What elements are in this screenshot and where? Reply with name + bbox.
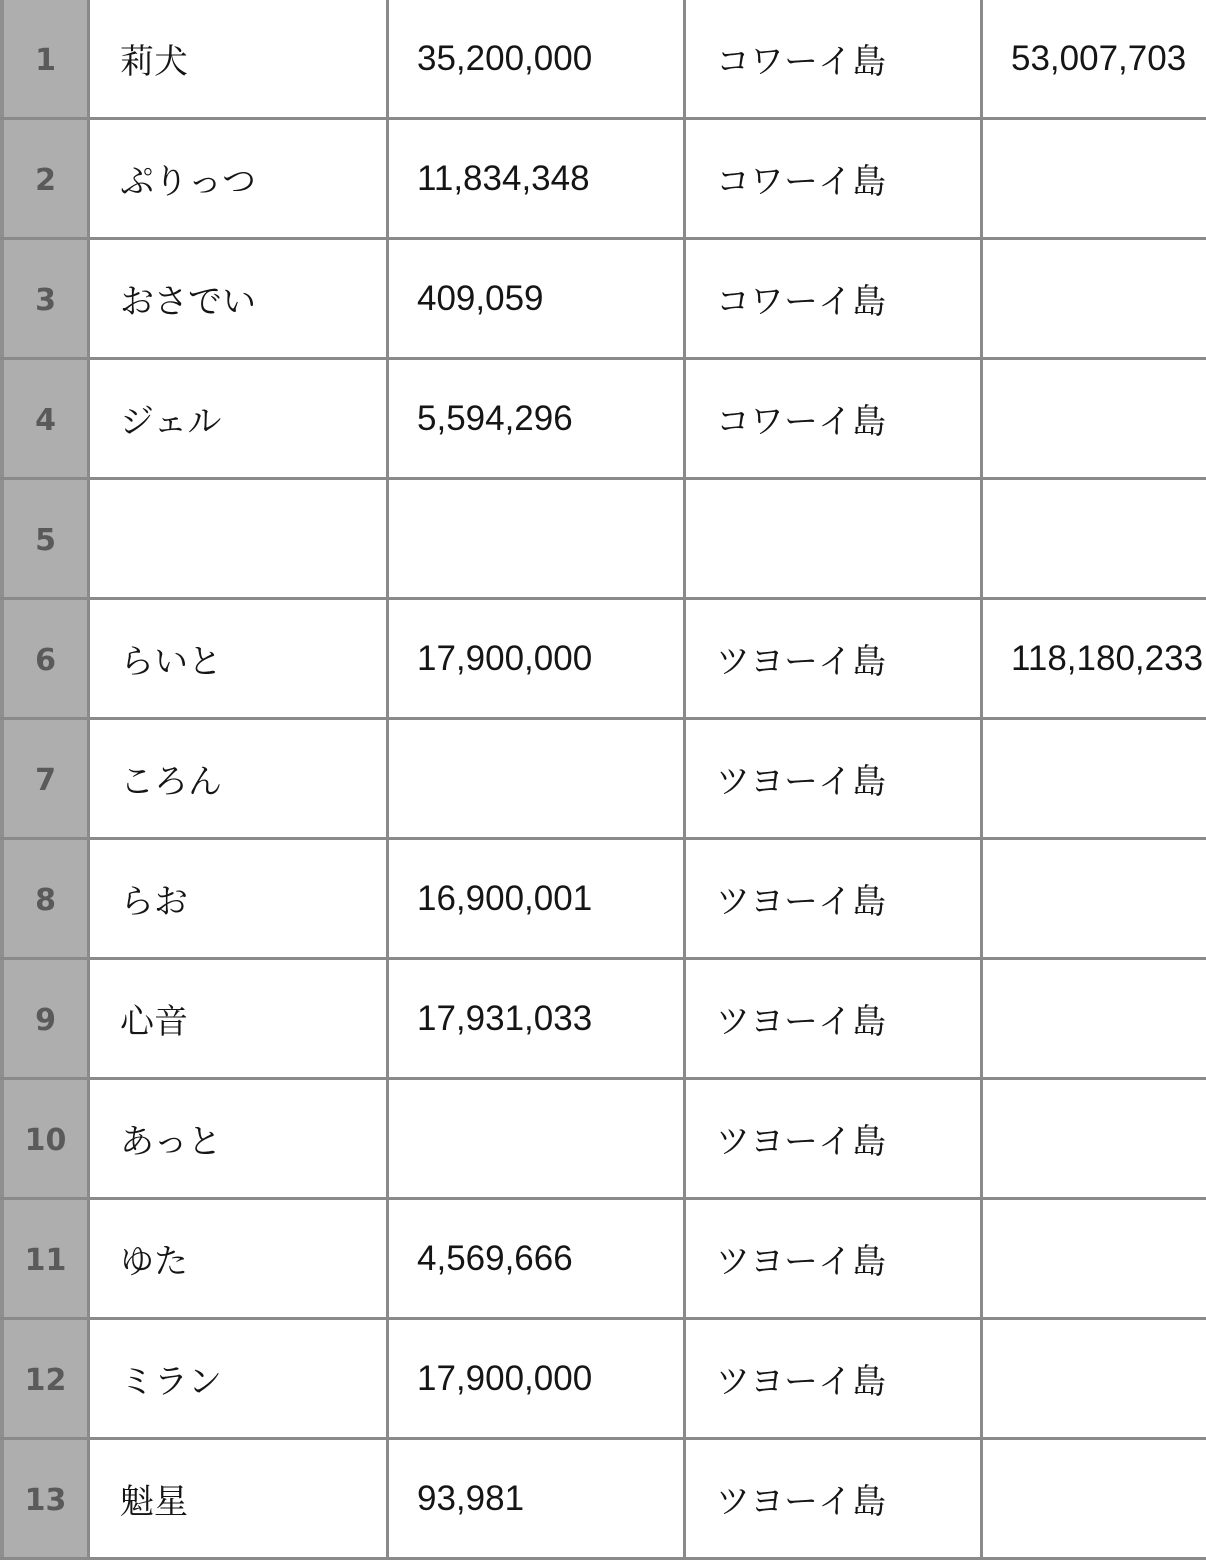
amount-cell[interactable]: 17,900,000	[389, 1320, 686, 1437]
row-header[interactable]: 2	[0, 120, 90, 237]
total-cell[interactable]	[983, 120, 1206, 237]
table-row	[0, 840, 1206, 960]
total-cell[interactable]	[983, 1440, 1206, 1557]
total-cell[interactable]: 118,180,233	[1011, 638, 1204, 678]
amount-cell[interactable]: 17,931,033	[389, 960, 686, 1077]
name-cell[interactable]: ころん	[90, 720, 389, 837]
row-header[interactable]: 9	[0, 960, 90, 1077]
table-row	[0, 0, 1206, 120]
row-header[interactable]: 13	[0, 1440, 90, 1557]
total-cell[interactable]	[983, 240, 1206, 357]
name-cell[interactable]: らいと	[90, 600, 389, 717]
total-cell[interactable]	[983, 360, 1206, 477]
row-header[interactable]: 5	[0, 480, 90, 597]
name-cell[interactable]: 心音	[90, 960, 389, 1077]
total-cell[interactable]	[983, 1320, 1206, 1437]
table-row	[0, 240, 1206, 360]
amount-cell[interactable]: 5,594,296	[389, 360, 686, 477]
amount-cell[interactable]: 16,900,001	[389, 840, 686, 957]
amount-cell[interactable]	[389, 480, 686, 597]
row-header[interactable]: 8	[0, 840, 90, 957]
island-cell[interactable]: ツヨーイ島	[686, 600, 983, 717]
table-row	[0, 360, 1206, 480]
table-row	[0, 480, 1206, 600]
name-cell[interactable]: ゆた	[90, 1200, 389, 1317]
name-cell[interactable]	[90, 480, 389, 597]
table-row	[0, 1440, 1206, 1560]
table-row	[0, 960, 1206, 1080]
island-cell[interactable]: ツヨーイ島	[686, 720, 983, 837]
name-cell[interactable]: おさでい	[90, 240, 389, 357]
row-header[interactable]: 3	[0, 240, 90, 357]
name-cell[interactable]: 魁星	[90, 1440, 389, 1557]
amount-cell[interactable]: 11,834,348	[389, 120, 686, 237]
island-cell[interactable]: コワーイ島	[686, 0, 983, 117]
table-row	[0, 1080, 1206, 1200]
row-header[interactable]: 1	[0, 0, 90, 117]
total-cell[interactable]	[983, 720, 1206, 837]
total-cell[interactable]	[983, 1080, 1206, 1197]
island-cell[interactable]: ツヨーイ島	[686, 960, 983, 1077]
table-row	[0, 600, 1206, 720]
row-header[interactable]: 4	[0, 360, 90, 477]
total-cell[interactable]	[983, 840, 1206, 957]
island-cell[interactable]: コワーイ島	[686, 240, 983, 357]
island-cell[interactable]: ツヨーイ島	[686, 1320, 983, 1437]
table-row	[0, 1200, 1206, 1320]
island-cell[interactable]: ツヨーイ島	[686, 840, 983, 957]
name-cell[interactable]: ジェル	[90, 360, 389, 477]
island-cell[interactable]: ツヨーイ島	[686, 1440, 983, 1557]
amount-cell[interactable]	[389, 1080, 686, 1197]
amount-cell[interactable]: 93,981	[389, 1440, 686, 1557]
total-cell[interactable]: 53,007,703	[1011, 38, 1187, 78]
total-cell[interactable]	[983, 1200, 1206, 1317]
row-header[interactable]: 7	[0, 720, 90, 837]
row-header[interactable]: 11	[0, 1200, 90, 1317]
name-cell[interactable]: ミラン	[90, 1320, 389, 1437]
total-cell[interactable]	[983, 960, 1206, 1077]
table-row	[0, 720, 1206, 840]
island-cell[interactable]: ツヨーイ島	[686, 1080, 983, 1197]
amount-cell[interactable]: 4,569,666	[389, 1200, 686, 1317]
name-cell[interactable]: ぷりっつ	[90, 120, 389, 237]
island-cell[interactable]	[686, 480, 983, 597]
island-cell[interactable]: コワーイ島	[686, 120, 983, 237]
total-cell[interactable]	[983, 480, 1206, 597]
island-cell[interactable]: ツヨーイ島	[686, 1200, 983, 1317]
island-cell[interactable]: コワーイ島	[686, 360, 983, 477]
row-header[interactable]: 12	[0, 1320, 90, 1437]
name-cell[interactable]: 莉犬	[90, 0, 389, 117]
row-header[interactable]: 10	[0, 1080, 90, 1197]
amount-cell[interactable]: 17,900,000	[389, 600, 686, 717]
name-cell[interactable]: らお	[90, 840, 389, 957]
amount-cell[interactable]	[389, 720, 686, 837]
name-cell[interactable]: あっと	[90, 1080, 389, 1197]
table-row	[0, 120, 1206, 240]
row-header[interactable]: 6	[0, 600, 90, 717]
amount-cell[interactable]: 35,200,000	[389, 0, 686, 117]
table-row	[0, 1320, 1206, 1440]
amount-cell[interactable]: 409,059	[389, 240, 686, 357]
